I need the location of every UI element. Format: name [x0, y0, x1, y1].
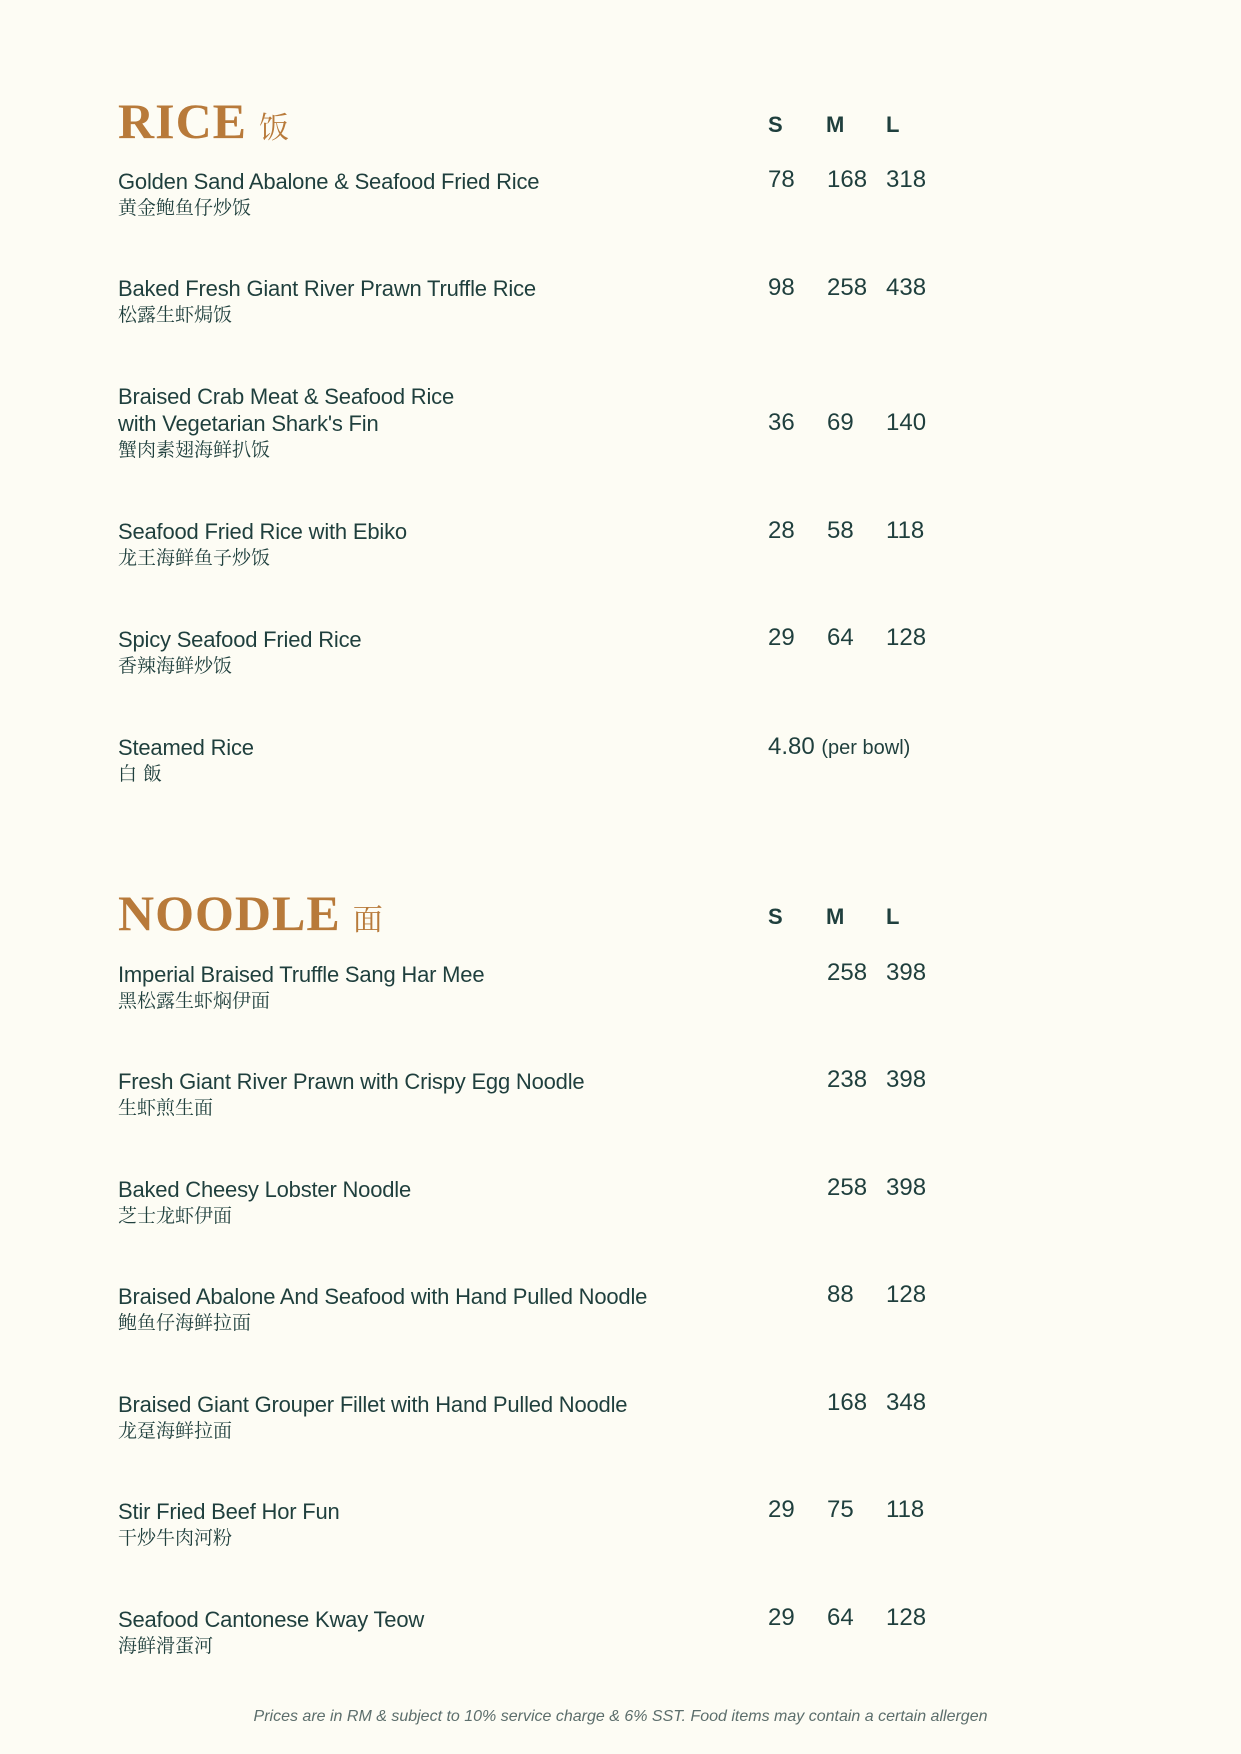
- noodle-section-title: NOODLE 面: [118, 885, 383, 941]
- price-l: 398: [886, 1174, 927, 1201]
- item-name: Stir Fried Beef Hor Fun: [118, 1499, 340, 1524]
- item-name: Fresh Giant River Prawn with Crispy Egg Noodle: [118, 1069, 585, 1094]
- price-per-bowl: [768, 733, 910, 761]
- price-m: 58: [827, 517, 854, 544]
- price-m: 168: [827, 166, 868, 193]
- price-l: 398: [886, 959, 927, 986]
- price-l: 438: [886, 274, 927, 301]
- price-m: 64: [827, 1604, 854, 1631]
- item-name-zh: 鲍鱼仔海鲜拉面: [118, 1312, 252, 1334]
- menu-item: [118, 1391, 738, 1444]
- price-s: 29: [768, 624, 795, 651]
- price-m: 258: [827, 274, 868, 301]
- menu-item: [118, 383, 738, 463]
- price-l: 118: [886, 517, 925, 544]
- footer-disclaimer: Prices are in RM & subject to 10% service charge & 6% SST. Food items may contain a certain allergen: [253, 1708, 988, 1725]
- menu-item: [118, 1283, 738, 1336]
- price-m: 75: [827, 1496, 854, 1523]
- price-m: 88: [827, 1281, 854, 1308]
- item-name-zh: 黄金鲍鱼仔炒饭: [118, 197, 252, 219]
- price-m: 168: [827, 1389, 868, 1416]
- item-name-zh: 香辣海鲜炒饭: [118, 655, 233, 677]
- rice-section-title-zh: 饭: [259, 111, 290, 146]
- item-name: Seafood Cantonese Kway Teow: [118, 1607, 425, 1632]
- item-name: Braised Giant Grouper Fillet with Hand Pulled Noodle: [118, 1392, 628, 1417]
- menu-item: [118, 518, 738, 571]
- price-s: 78: [768, 166, 795, 193]
- menu-item: [118, 1176, 738, 1229]
- price-l: 318: [886, 166, 927, 193]
- item-name-zh: 蟹肉素翅海鲜扒饭: [118, 439, 271, 461]
- price-s: 36: [768, 409, 795, 436]
- price-s: 29: [768, 1496, 795, 1523]
- menu-item: [118, 1606, 738, 1659]
- item-name-zh: 龙王海鲜鱼子炒饭: [118, 547, 271, 569]
- item-name: Braised Crab Meat & Seafood Rice with Vegetarian Shark's Fin: [118, 384, 454, 436]
- price-l: 128: [886, 624, 927, 651]
- price-m: 258: [827, 959, 868, 986]
- item-name: Baked Fresh Giant River Prawn Truffle Rice: [118, 276, 536, 301]
- price-l: 348: [886, 1389, 927, 1416]
- item-name-zh: 干炒牛肉河粉: [118, 1527, 233, 1549]
- menu-item: [118, 626, 738, 679]
- menu-item: [118, 961, 738, 1014]
- item-name: Golden Sand Abalone & Seafood Fried Rice: [118, 169, 540, 194]
- price-l: 128: [886, 1604, 927, 1631]
- price-value: 4.80: [768, 733, 815, 760]
- price-l: 118: [886, 1496, 925, 1523]
- price-m: 69: [827, 409, 854, 436]
- rice-size-l-header: L: [886, 112, 900, 137]
- item-name: Seafood Fried Rice with Ebiko: [118, 519, 407, 544]
- item-name-zh: 龙趸海鲜拉面: [118, 1420, 233, 1442]
- item-name-zh: 海鲜滑蛋河: [118, 1635, 214, 1657]
- noodle-size-l-header: L: [886, 904, 900, 929]
- price-m: 64: [827, 624, 854, 651]
- noodle-size-s-header: S: [768, 904, 783, 929]
- menu-item: [118, 1068, 738, 1121]
- price-l: 128: [886, 1281, 927, 1308]
- item-name: Spicy Seafood Fried Rice: [118, 627, 362, 652]
- price-m: 238: [827, 1066, 868, 1093]
- item-name-zh: 松露生虾焗饭: [118, 304, 233, 326]
- rice-size-s-header: S: [768, 112, 783, 137]
- item-name: Imperial Braised Truffle Sang Har Mee: [118, 962, 485, 987]
- price-l: 140: [886, 409, 927, 436]
- price-l: 398: [886, 1066, 927, 1093]
- price-s: 28: [768, 517, 795, 544]
- price-note: (per bowl): [821, 737, 911, 759]
- item-name: Steamed Rice: [118, 735, 254, 760]
- item-name-zh: 黑松露生虾焖伊面: [118, 990, 271, 1012]
- noodle-section-title-zh: 面: [352, 903, 383, 938]
- item-name-zh: 芝士龙虾伊面: [118, 1205, 233, 1227]
- menu-item: [118, 1498, 738, 1551]
- menu-item: [118, 275, 738, 328]
- item-name-zh: 白 飯: [118, 763, 163, 785]
- item-name: Baked Cheesy Lobster Noodle: [118, 1177, 412, 1202]
- item-name: Braised Abalone And Seafood with Hand Pulled Noodle: [118, 1284, 648, 1309]
- rice-size-m-header: M: [826, 112, 845, 137]
- noodle-size-m-header: M: [826, 904, 845, 929]
- price-s: 98: [768, 274, 795, 301]
- price-s: 29: [768, 1604, 795, 1631]
- menu-item: [118, 734, 738, 787]
- price-m: 258: [827, 1174, 868, 1201]
- item-name-zh: 生虾煎生面: [118, 1097, 214, 1119]
- rice-section-title: RICE 饭: [118, 93, 290, 149]
- menu-item: [118, 168, 738, 221]
